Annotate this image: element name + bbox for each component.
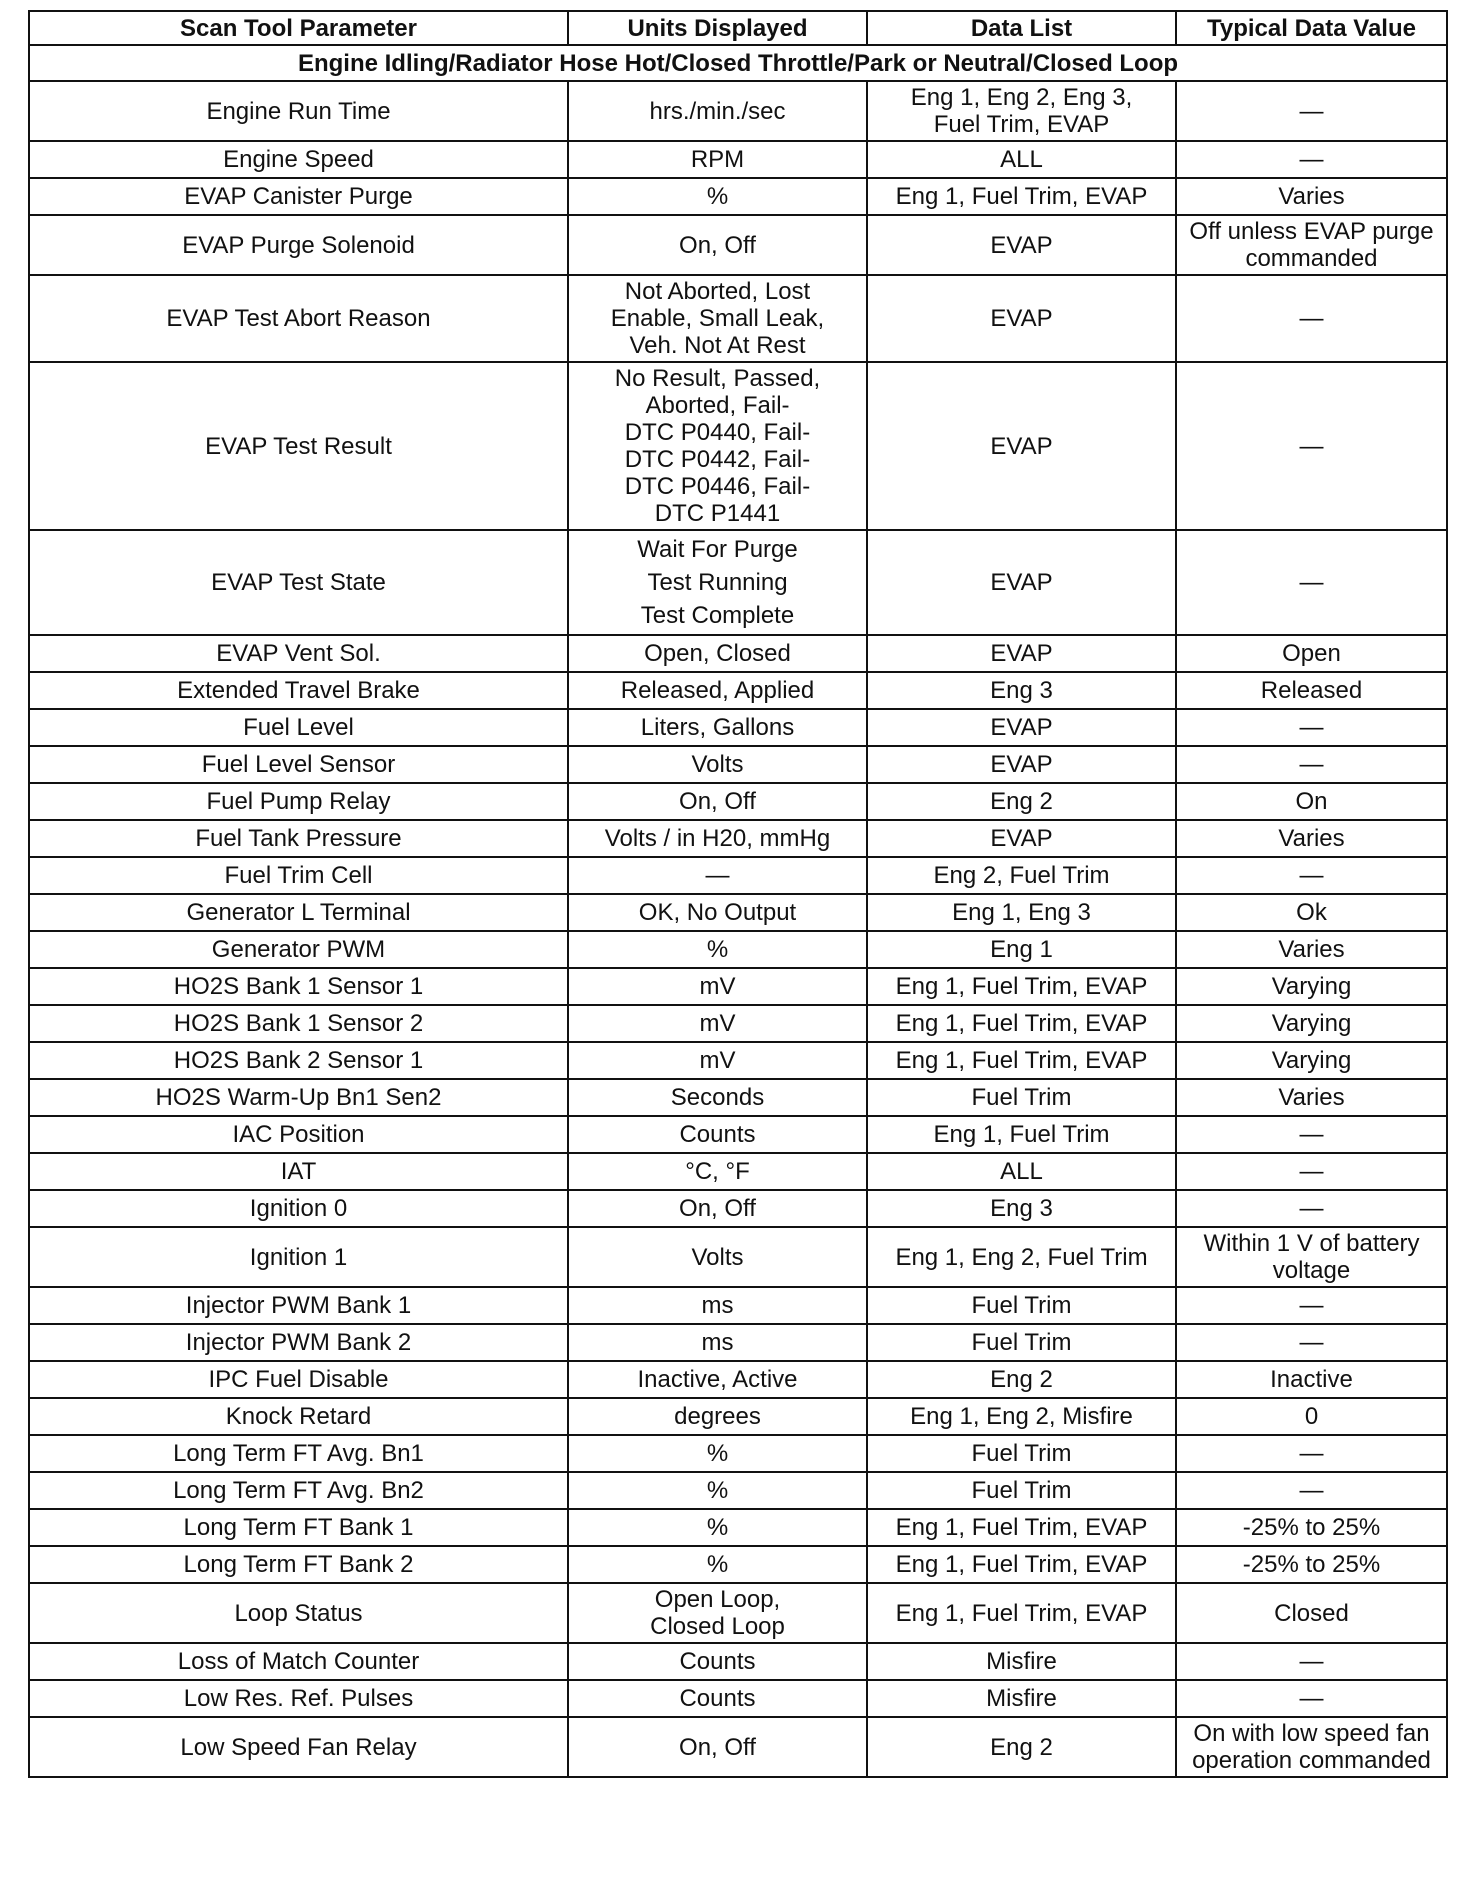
units-cell: On, Off — [568, 783, 867, 820]
parameter-cell: Fuel Level — [29, 709, 568, 746]
typical-value-cell: Inactive — [1176, 1361, 1447, 1398]
table-row — [29, 275, 1447, 362]
data-list-cell: EVAP — [867, 530, 1176, 635]
typical-value-cell: — — [1176, 1116, 1447, 1153]
section-title: Engine Idling/Radiator Hose Hot/Closed Throttle/Park or Neutral/Closed Loop — [29, 45, 1447, 81]
data-list-cell: Eng 3 — [867, 1190, 1176, 1227]
data-list-cell: EVAP — [867, 709, 1176, 746]
data-list-cell: Fuel Trim — [867, 1435, 1176, 1472]
data-list-cell: EVAP — [867, 635, 1176, 672]
data-list-cell: Eng 1, Fuel Trim — [867, 1116, 1176, 1153]
parameter-cell: EVAP Purge Solenoid — [29, 215, 568, 275]
units-cell: On, Off — [568, 215, 867, 275]
table-row — [29, 1287, 1447, 1324]
units-cell: % — [568, 1472, 867, 1509]
units-cell: ms — [568, 1324, 867, 1361]
units-cell: — — [568, 857, 867, 894]
data-list-cell: Fuel Trim — [867, 1079, 1176, 1116]
units-cell: ms — [568, 1287, 867, 1324]
table-row — [29, 1643, 1447, 1680]
parameter-cell: Knock Retard — [29, 1398, 568, 1435]
table-row — [29, 178, 1447, 215]
header-units-displayed: Units Displayed — [568, 11, 867, 45]
parameter-cell: EVAP Test Abort Reason — [29, 275, 568, 362]
typical-value-cell: — — [1176, 709, 1447, 746]
data-list-cell: Misfire — [867, 1680, 1176, 1717]
units-cell: On, Off — [568, 1190, 867, 1227]
data-list-cell: Eng 2, Fuel Trim — [867, 857, 1176, 894]
data-list-cell: Eng 1, Fuel Trim, EVAP — [867, 1042, 1176, 1079]
parameter-cell: EVAP Vent Sol. — [29, 635, 568, 672]
typical-value-cell: Varies — [1176, 178, 1447, 215]
data-list-cell: Eng 1, Fuel Trim, EVAP — [867, 1005, 1176, 1042]
typical-value-cell: 0 — [1176, 1398, 1447, 1435]
parameter-cell: Injector PWM Bank 1 — [29, 1287, 568, 1324]
table-row — [29, 362, 1447, 530]
units-cell: % — [568, 1435, 867, 1472]
parameter-cell: Low Speed Fan Relay — [29, 1717, 568, 1777]
typical-value-cell: — — [1176, 1190, 1447, 1227]
units-cell: % — [568, 1509, 867, 1546]
typical-value-cell: — — [1176, 857, 1447, 894]
data-list-cell: Fuel Trim — [867, 1287, 1176, 1324]
parameter-cell: Low Res. Ref. Pulses — [29, 1680, 568, 1717]
units-cell: Not Aborted, Lost Enable, Small Leak, Veh. Not At Rest — [568, 275, 867, 362]
typical-value-cell: — — [1176, 1153, 1447, 1190]
typical-value-cell: Varying — [1176, 1042, 1447, 1079]
parameter-cell: Fuel Pump Relay — [29, 783, 568, 820]
units-cell: Counts — [568, 1680, 867, 1717]
table-row — [29, 1680, 1447, 1717]
typical-value-cell: — — [1176, 275, 1447, 362]
parameter-cell: Generator L Terminal — [29, 894, 568, 931]
table-row — [29, 1435, 1447, 1472]
table-row — [29, 820, 1447, 857]
parameter-cell: Injector PWM Bank 2 — [29, 1324, 568, 1361]
table-row — [29, 1042, 1447, 1079]
parameter-cell: Long Term FT Bank 2 — [29, 1546, 568, 1583]
header-row — [29, 11, 1447, 45]
table-row — [29, 1227, 1447, 1287]
data-list-cell: Eng 3 — [867, 672, 1176, 709]
typical-value-cell: Open — [1176, 635, 1447, 672]
table-row — [29, 141, 1447, 178]
parameter-cell: Long Term FT Avg. Bn2 — [29, 1472, 568, 1509]
units-cell: mV — [568, 1005, 867, 1042]
units-cell: No Result, Passed, Aborted, Fail- DTC P0440, Fail- DTC P0442, Fail- DTC P0446, Fail- DTC P1441 — [568, 362, 867, 530]
data-list-cell: Eng 1 — [867, 931, 1176, 968]
units-cell: % — [568, 178, 867, 215]
units-cell: Volts — [568, 746, 867, 783]
data-list-cell: Eng 1, Eng 3 — [867, 894, 1176, 931]
data-list-cell: ALL — [867, 1153, 1176, 1190]
header-data-list: Data List — [867, 11, 1176, 45]
typical-value-cell: Off unless EVAP purge commanded — [1176, 215, 1447, 275]
units-cell: Counts — [568, 1643, 867, 1680]
units-cell: % — [568, 931, 867, 968]
typical-value-cell: Released — [1176, 672, 1447, 709]
typical-value-cell: On — [1176, 783, 1447, 820]
parameter-cell: Extended Travel Brake — [29, 672, 568, 709]
data-list-cell: EVAP — [867, 746, 1176, 783]
parameter-cell: Ignition 0 — [29, 1190, 568, 1227]
typical-value-cell: — — [1176, 746, 1447, 783]
parameter-cell: IAT — [29, 1153, 568, 1190]
parameter-cell: Ignition 1 — [29, 1227, 568, 1287]
scan-tool-data-sheet — [28, 10, 1446, 1778]
header-scan-tool-parameter: Scan Tool Parameter — [29, 11, 568, 45]
table-row — [29, 215, 1447, 275]
parameter-cell: Fuel Level Sensor — [29, 746, 568, 783]
parameter-cell: IPC Fuel Disable — [29, 1361, 568, 1398]
table-row — [29, 894, 1447, 931]
table-row — [29, 1509, 1447, 1546]
section-row — [29, 45, 1447, 81]
typical-value-cell: — — [1176, 1472, 1447, 1509]
data-list-cell: Eng 2 — [867, 1361, 1176, 1398]
units-cell: On, Off — [568, 1717, 867, 1777]
parameter-cell: EVAP Canister Purge — [29, 178, 568, 215]
data-list-cell: Eng 2 — [867, 783, 1176, 820]
data-list-cell: EVAP — [867, 362, 1176, 530]
parameter-cell: HO2S Warm-Up Bn1 Sen2 — [29, 1079, 568, 1116]
typical-value-cell: — — [1176, 530, 1447, 635]
typical-value-cell: Varies — [1176, 931, 1447, 968]
parameter-cell: Long Term FT Avg. Bn1 — [29, 1435, 568, 1472]
parameter-cell: EVAP Test Result — [29, 362, 568, 530]
units-cell: Volts / in H20, mmHg — [568, 820, 867, 857]
typical-value-cell: Varies — [1176, 820, 1447, 857]
data-list-cell: Eng 1, Fuel Trim, EVAP — [867, 968, 1176, 1005]
units-cell: mV — [568, 968, 867, 1005]
units-cell: Seconds — [568, 1079, 867, 1116]
parameter-cell: EVAP Test State — [29, 530, 568, 635]
table-row — [29, 1717, 1447, 1777]
data-list-cell: Eng 1, Fuel Trim, EVAP — [867, 178, 1176, 215]
data-list-cell: EVAP — [867, 820, 1176, 857]
data-list-cell: Misfire — [867, 1643, 1176, 1680]
units-cell: Counts — [568, 1116, 867, 1153]
units-cell: hrs./min./sec — [568, 81, 867, 141]
table-row — [29, 81, 1447, 141]
typical-value-cell: -25% to 25% — [1176, 1546, 1447, 1583]
data-list-cell: Eng 2 — [867, 1717, 1176, 1777]
table-row — [29, 783, 1447, 820]
parameter-cell: HO2S Bank 2 Sensor 1 — [29, 1042, 568, 1079]
table-row — [29, 1398, 1447, 1435]
table-row — [29, 1190, 1447, 1227]
data-list-cell: Eng 1, Fuel Trim, EVAP — [867, 1546, 1176, 1583]
data-list-cell: Eng 1, Eng 2, Fuel Trim — [867, 1227, 1176, 1287]
table-row — [29, 709, 1447, 746]
units-cell: Wait For Purge Test Running Test Complete — [568, 530, 867, 635]
typical-value-cell: Closed — [1176, 1583, 1447, 1643]
data-list-cell: Eng 1, Fuel Trim, EVAP — [867, 1509, 1176, 1546]
table-row — [29, 1153, 1447, 1190]
parameter-cell: Engine Run Time — [29, 81, 568, 141]
table-row — [29, 635, 1447, 672]
units-cell: Liters, Gallons — [568, 709, 867, 746]
units-cell: % — [568, 1546, 867, 1583]
table-row — [29, 1583, 1447, 1643]
units-cell: Open, Closed — [568, 635, 867, 672]
table-row — [29, 1324, 1447, 1361]
units-cell: mV — [568, 1042, 867, 1079]
typical-value-cell: — — [1176, 1643, 1447, 1680]
table-row — [29, 1005, 1447, 1042]
typical-value-cell: — — [1176, 141, 1447, 178]
data-list-cell: ALL — [867, 141, 1176, 178]
data-list-cell: EVAP — [867, 215, 1176, 275]
parameter-cell: Loop Status — [29, 1583, 568, 1643]
table-row — [29, 1116, 1447, 1153]
table-row — [29, 1546, 1447, 1583]
data-list-cell: Fuel Trim — [867, 1324, 1176, 1361]
parameter-cell: HO2S Bank 1 Sensor 2 — [29, 1005, 568, 1042]
parameter-cell: Fuel Trim Cell — [29, 857, 568, 894]
units-cell: Inactive, Active — [568, 1361, 867, 1398]
data-list-cell: Fuel Trim — [867, 1472, 1176, 1509]
table-row — [29, 746, 1447, 783]
parameter-cell: Fuel Tank Pressure — [29, 820, 568, 857]
table-row — [29, 931, 1447, 968]
typical-value-cell: — — [1176, 1324, 1447, 1361]
parameter-cell: Engine Speed — [29, 141, 568, 178]
parameter-cell: IAC Position — [29, 1116, 568, 1153]
typical-value-cell: — — [1176, 362, 1447, 530]
parameter-cell: Long Term FT Bank 1 — [29, 1509, 568, 1546]
typical-value-cell: Varying — [1176, 1005, 1447, 1042]
parameter-cell: Generator PWM — [29, 931, 568, 968]
typical-value-cell: Ok — [1176, 894, 1447, 931]
typical-value-cell: — — [1176, 1435, 1447, 1472]
typical-value-cell: Within 1 V of battery voltage — [1176, 1227, 1447, 1287]
data-list-cell: EVAP — [867, 275, 1176, 362]
data-list-cell: Eng 1, Eng 2, Eng 3, Fuel Trim, EVAP — [867, 81, 1176, 141]
table-row — [29, 968, 1447, 1005]
units-cell: degrees — [568, 1398, 867, 1435]
typical-value-cell: Varies — [1176, 1079, 1447, 1116]
table-row — [29, 530, 1447, 635]
typical-value-cell: -25% to 25% — [1176, 1509, 1447, 1546]
table-row — [29, 1472, 1447, 1509]
data-list-cell: Eng 1, Eng 2, Misfire — [867, 1398, 1176, 1435]
table-row — [29, 1079, 1447, 1116]
table-row — [29, 1361, 1447, 1398]
units-cell: Open Loop, Closed Loop — [568, 1583, 867, 1643]
parameter-cell: Loss of Match Counter — [29, 1643, 568, 1680]
units-cell: RPM — [568, 141, 867, 178]
typical-value-cell: — — [1176, 1680, 1447, 1717]
data-list-cell: Eng 1, Fuel Trim, EVAP — [867, 1583, 1176, 1643]
table-row — [29, 857, 1447, 894]
typical-value-cell: On with low speed fan operation commanded — [1176, 1717, 1447, 1777]
units-cell: OK, No Output — [568, 894, 867, 931]
scan-tool-data-table — [28, 10, 1448, 1778]
units-cell: °C, °F — [568, 1153, 867, 1190]
units-cell: Volts — [568, 1227, 867, 1287]
table-row — [29, 672, 1447, 709]
typical-value-cell: Varying — [1176, 968, 1447, 1005]
typical-value-cell: — — [1176, 81, 1447, 141]
units-cell: Released, Applied — [568, 672, 867, 709]
header-typical-data-value: Typical Data Value — [1176, 11, 1447, 45]
parameter-cell: HO2S Bank 1 Sensor 1 — [29, 968, 568, 1005]
typical-value-cell: — — [1176, 1287, 1447, 1324]
